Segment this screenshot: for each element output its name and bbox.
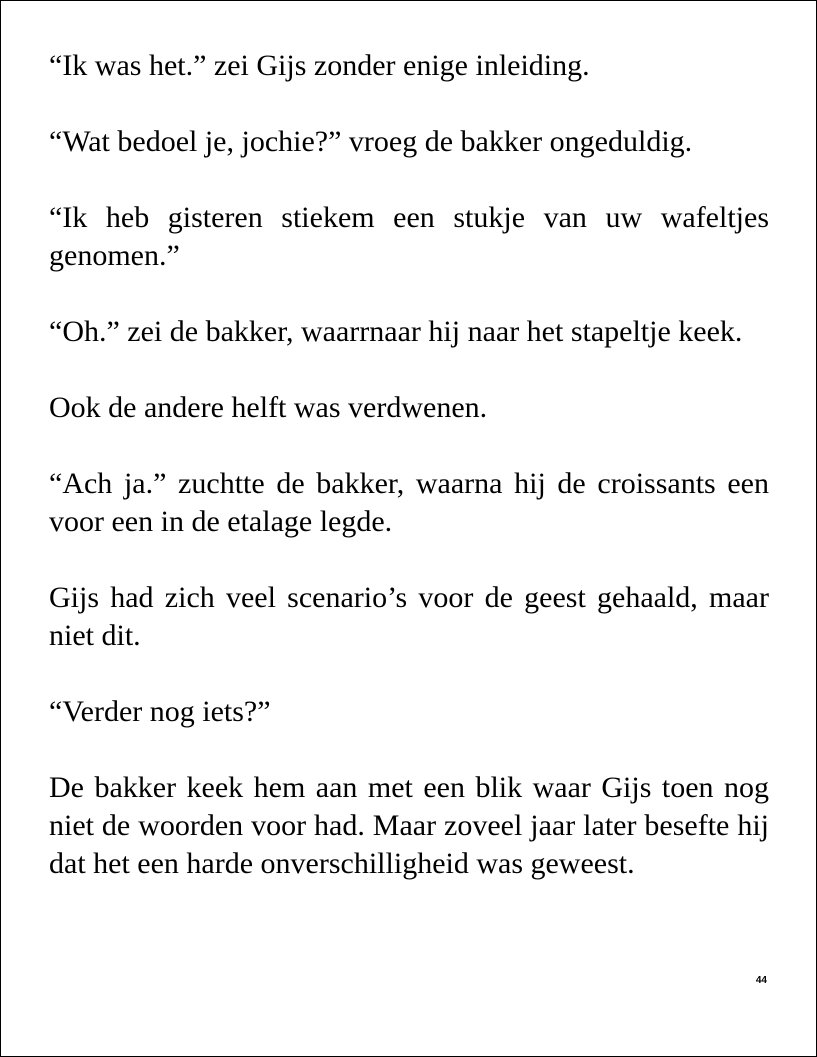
paragraph-4: “Oh.” zei de bakker, waarrnaar hij naar het stapeltje keek. [49, 315, 743, 348]
paragraph-1: “Ik was het.” zei Gijs zonder enige inleiding. [49, 49, 590, 82]
paragraph-7: Gijs had zich veel scenario’s voor de geest gehaald, maar niet dit. [49, 581, 769, 652]
paragraph-6: “Ach ja.” zuchtte de bakker, waarna hij de croissants een voor een in de etalage legde. [49, 467, 769, 538]
paragraph-9: De bakker keek hem aan met een blik waar Gijs toen nog niet de woorden voor had. Maar zoveel jaar later besefte hij dat het een harde onverschilligheid was geweest. [49, 771, 769, 880]
paragraph-3: “Ik heb gisteren stiekem een stukje van uw wafeltjes genomen.” [49, 201, 769, 272]
paragraph-5: Ook de andere helft was verdwenen. [49, 391, 488, 424]
story-text [49, 47, 769, 883]
paragraph-2: “Wat bedoel je, jochie?” vroeg de bakker ongeduldig. [49, 125, 693, 158]
page-number: 44 [755, 975, 767, 986]
paragraph-8: “Verder nog iets?” [49, 695, 271, 728]
